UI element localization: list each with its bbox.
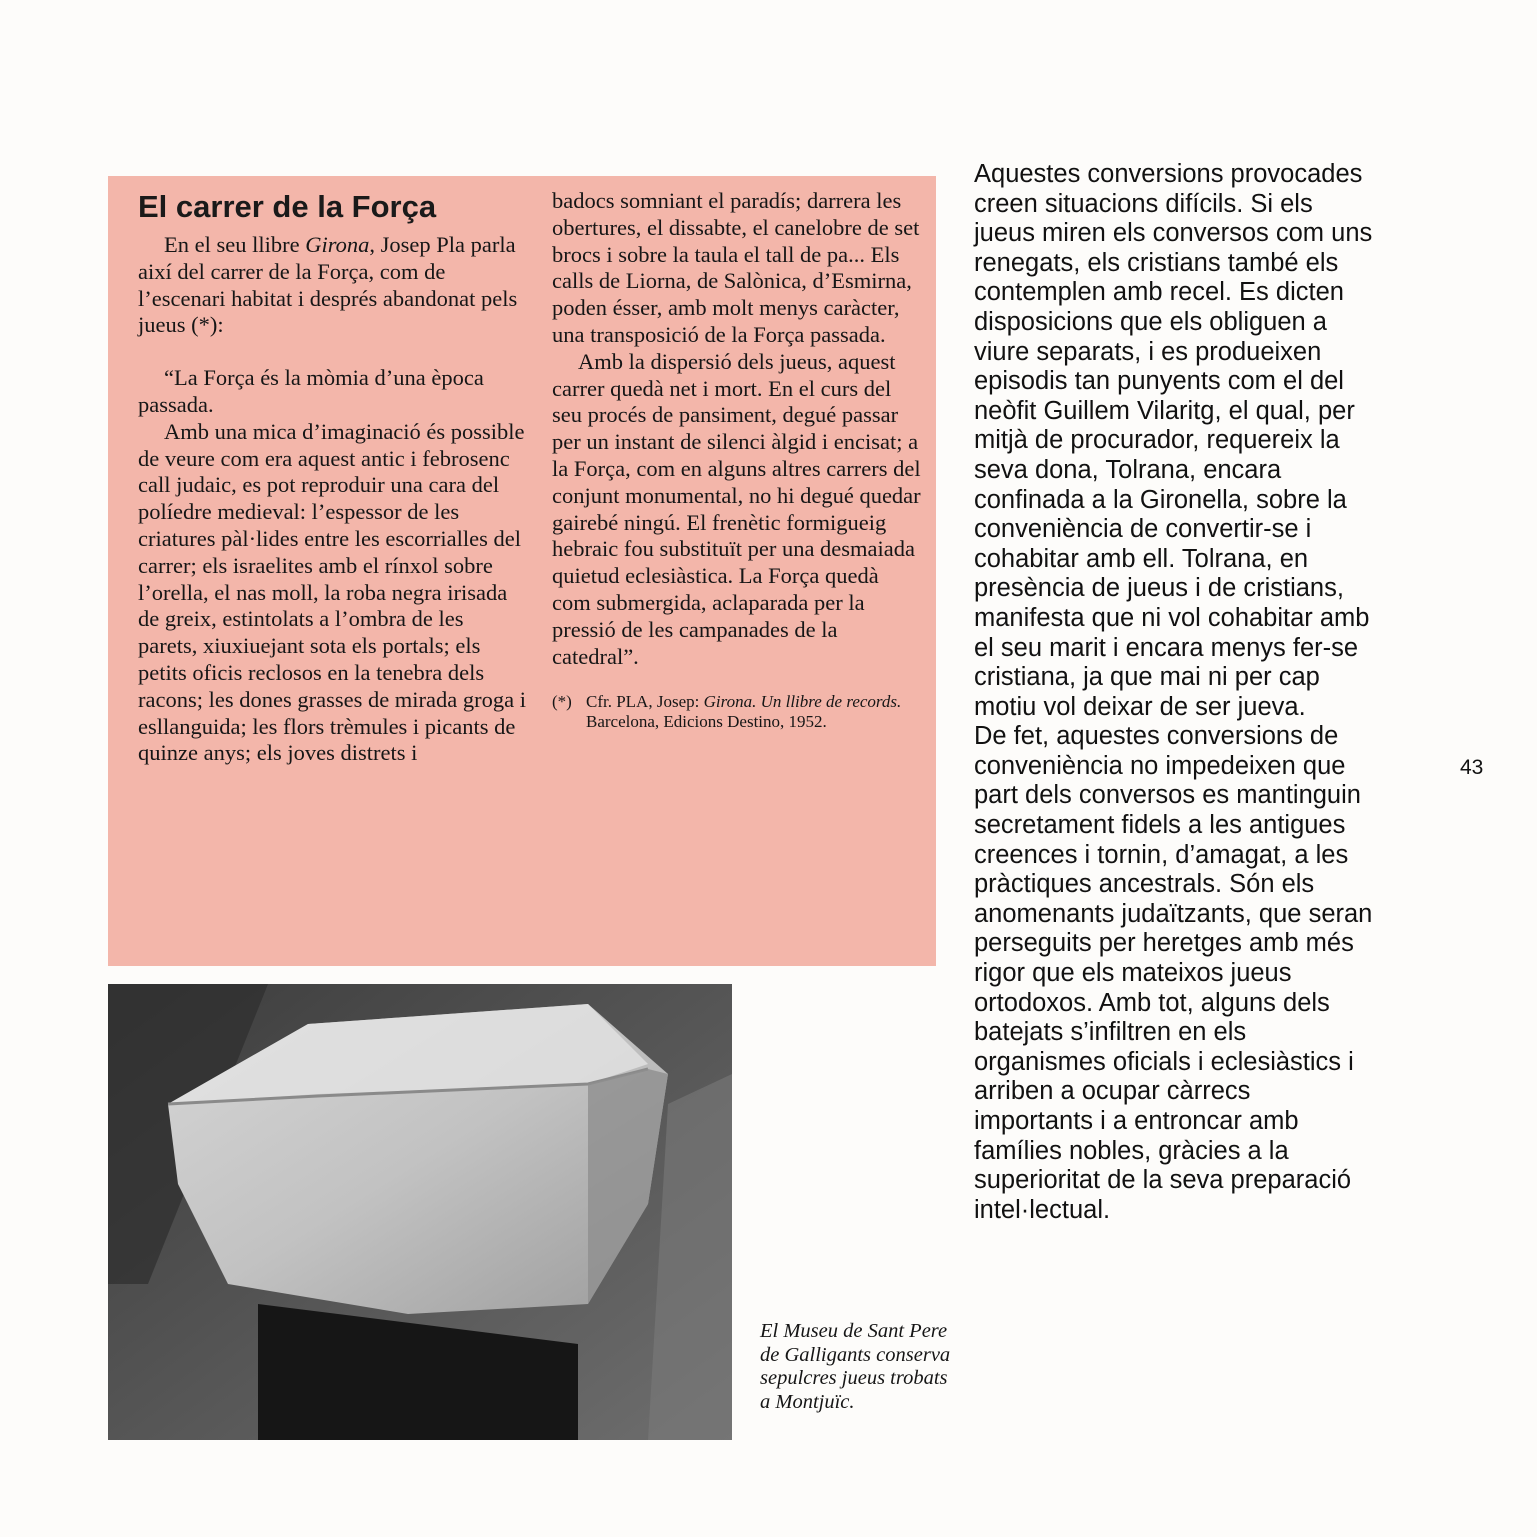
footnote [552, 692, 922, 732]
main-paragraph-1: Aquestes conversions provocades creen situacions difícils. Si els jueus miren els conversos com uns renegats, els cristians també els contemplen amb recel. Es dicten disposicions que els obliguen a viure separats, i es produeixen episodis tan punyents com el del neòfit Guillem Vilaritg, el qual, per mitjà de procurador, requereix la seva dona, Tolrana, encara confinada a la Gironella, sobre la conveniència de convertir-se i cohabitar amb ell. Tolrana, en presència de jueus i de cristians, manifesta que ni vol cohabitar amb el seu marit i encara menys fer-se cristiana, ja que mai ni per cap motiu vol deixar de ser jueva. [974, 160, 1373, 721]
sidebar-intro-paragraph: En el seu llibre Girona, Josep Pla parla així del carrer de la Força, com de l’escenari habitat i després abandonat pels jueus (*): [138, 232, 518, 338]
quote-paragraph-1: “La Força és la mòmia d’una època passada. [138, 365, 484, 417]
page-number: 43 [1460, 756, 1484, 779]
sidebar-box-column-left [138, 188, 528, 767]
quote-paragraph-2: Amb una mica d’imaginació és possible de veure com era aquest antic i febrosenc call judaic, es pot reproduir una cara del políedre medieval: l’espessor de les criatures pàl·lides entre les escorrialles del carrer; els israelites amb el rínxol sobre l’orella, el nas moll, la roba negra irisada de greix, estintolats a l’ombra de les parets, xiuxiuejant sota els portals; els petits oficis reclosos en la tenebra dels racons; les dones grasses de mirada groga i esllanguida; les flors trèmules i picants de quinze anys; els joves distrets i [138, 418, 527, 766]
sepulchre-photo [108, 984, 732, 1440]
photo-caption: El Museu de Sant Pere de Galligants conserva sepulcres jueus trobats a Montjuïc. [760, 1320, 951, 1413]
main-column [974, 160, 1374, 1225]
sepulchre-stone-illustration [108, 984, 732, 1440]
book-title-girona: Girona [305, 232, 370, 257]
sidebar-box-column-right [552, 188, 922, 732]
quote-paragraph-3: Amb la dispersió dels jueus, aquest carrer quedà net i mort. En el curs del seu procés de pansiment, degué passar per un instant de silenci àlgid i encisat; a la Força, com en alguns altres carrers del conjunt monumental, no hi degué quedar gairebé ningú. El frenètic formigueig hebraic fou substituït per una desmaiada quietud eclesiàstica. La Força quedà com submergida, aclaparada per la pressió de les campanades de la catedral”. [552, 348, 921, 669]
footnote-text: Cfr. PLA, Josep: Girona. Un llibre de records. Barcelona, Edicions Destino, 1952. [586, 692, 902, 732]
main-paragraph-2: De fet, aquestes conversions de conveniència no impedeixen que part dels conversos es mantinguin secretament fidels a les antigues creences i tornin, d’amagat, a les pràctiques ancestrals. Són els anomenants judaïtzants, que seran perseguits per heretges amb més rigor que els mateixos jueus ortodoxos. Amb tot, alguns dels batejats s’infiltren en els organismes oficials i eclesiàstics i arriben a ocupar càrrecs importants i a entroncar amb famílies nobles, gràcies a la superioritat de la seva preparació intel·lectual. [974, 722, 1373, 1224]
quote-paragraph-2-continued: badocs somniant el paradís; darrera les obertures, el dissabte, el canelobre de set brocs i sobre la taula el tall de pa... Els calls de Liorna, de Salònica, d’Esmirna, poden ésser, amb molt menys caràcter, una transposició de la Força passada. [552, 188, 920, 347]
sidebar-box-title: El carrer de la Força [138, 189, 437, 224]
footnote-mark: (*) [552, 692, 572, 712]
